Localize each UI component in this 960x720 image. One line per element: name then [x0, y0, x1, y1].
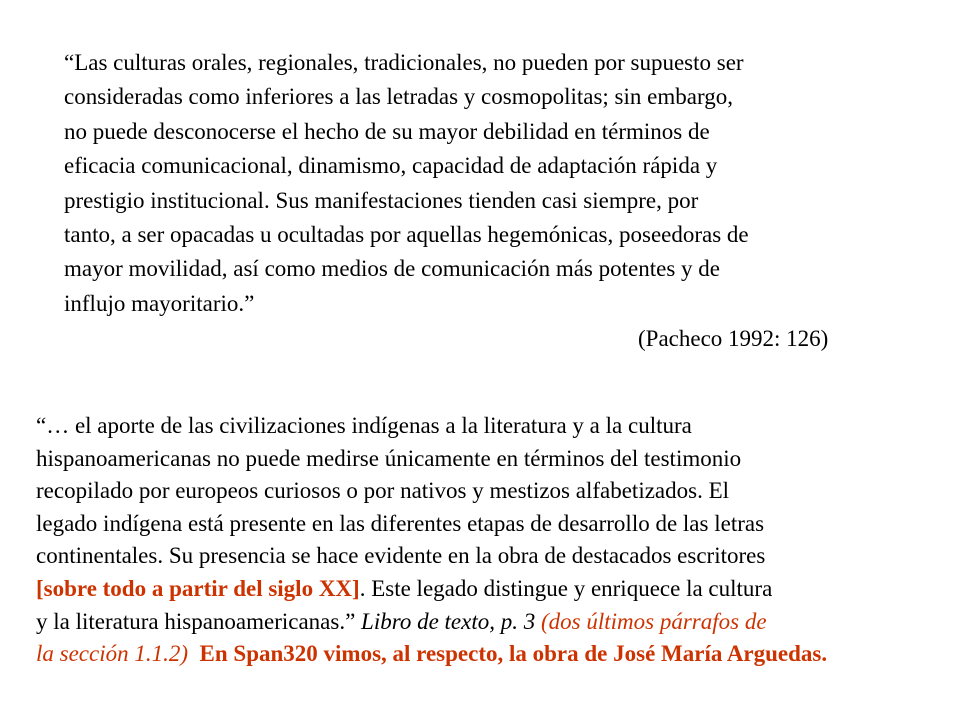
- span320-comment: En Span320 vimos, al respecto, la obra de José María Arguedas.: [199, 641, 828, 667]
- pacheco-citation: (Pacheco 1992: 126): [638, 326, 829, 351]
- section-note: la sección 1.1.2): [36, 641, 189, 667]
- pacheco-quote-line: eficacia comunicacional, dinamismo, capacidad de adaptación rápida y: [64, 153, 718, 179]
- pacheco-quote-line: mayor movilidad, así como medios de comunicación más potentes y de: [64, 256, 720, 282]
- section-note: (dos últimos párrafos de: [535, 608, 767, 634]
- pacheco-quote-line: influjo mayoritario.”: [64, 290, 255, 316]
- textbook-quote-line: continentales. Su presencia se hace evidente en la obra de destacados escritores: [36, 543, 766, 569]
- textbook-quote-line: [36, 606, 956, 639]
- pacheco-quote-line: prestigio institucional. Sus manifestaciones tienden casi siempre, por: [64, 187, 699, 213]
- textbook-quote-line: recopilado por europeos curiosos o por nativos y mestizos alfabetizados. El: [36, 478, 730, 504]
- pacheco-quote-line: tanto, a ser opacadas u ocultadas por aquellas hegemónicas, poseedoras de: [64, 222, 749, 248]
- textbook-quote-line: “… el aporte de las civilizaciones indígenas a la literatura y a la cultura: [36, 413, 692, 438]
- pacheco-quote-line: consideradas como inferiores a las letradas y cosmopolitas; sin embargo,: [64, 84, 733, 110]
- textbook-quote-line: [36, 573, 956, 606]
- textbook-quote-line: legado indígena está presente en las diferentes etapas de desarrollo de las letras: [36, 510, 765, 536]
- pacheco-quote-line: “Las culturas orales, regionales, tradicionales, no pueden por supuesto ser: [64, 50, 744, 75]
- pacheco-quote: [64, 46, 884, 321]
- textbook-quote-line: hispanoamericanas no puede medirse únicamente en términos del testimonio: [36, 445, 742, 471]
- textbook-quote-line: [36, 638, 956, 671]
- textbook-quote-text: y la literatura hispanoamericanas.”: [36, 608, 362, 634]
- textbook-quote: [36, 410, 956, 671]
- source-reference: Libro de texto, p. 3: [361, 608, 536, 634]
- textbook-quote-text: . Este legado distingue y enriquece la cultura: [359, 575, 773, 601]
- highlighted-phrase: [sobre todo a partir del siglo XX]: [36, 575, 360, 601]
- pacheco-quote-line: no puede desconocerse el hecho de su mayor debilidad en términos de: [64, 118, 710, 144]
